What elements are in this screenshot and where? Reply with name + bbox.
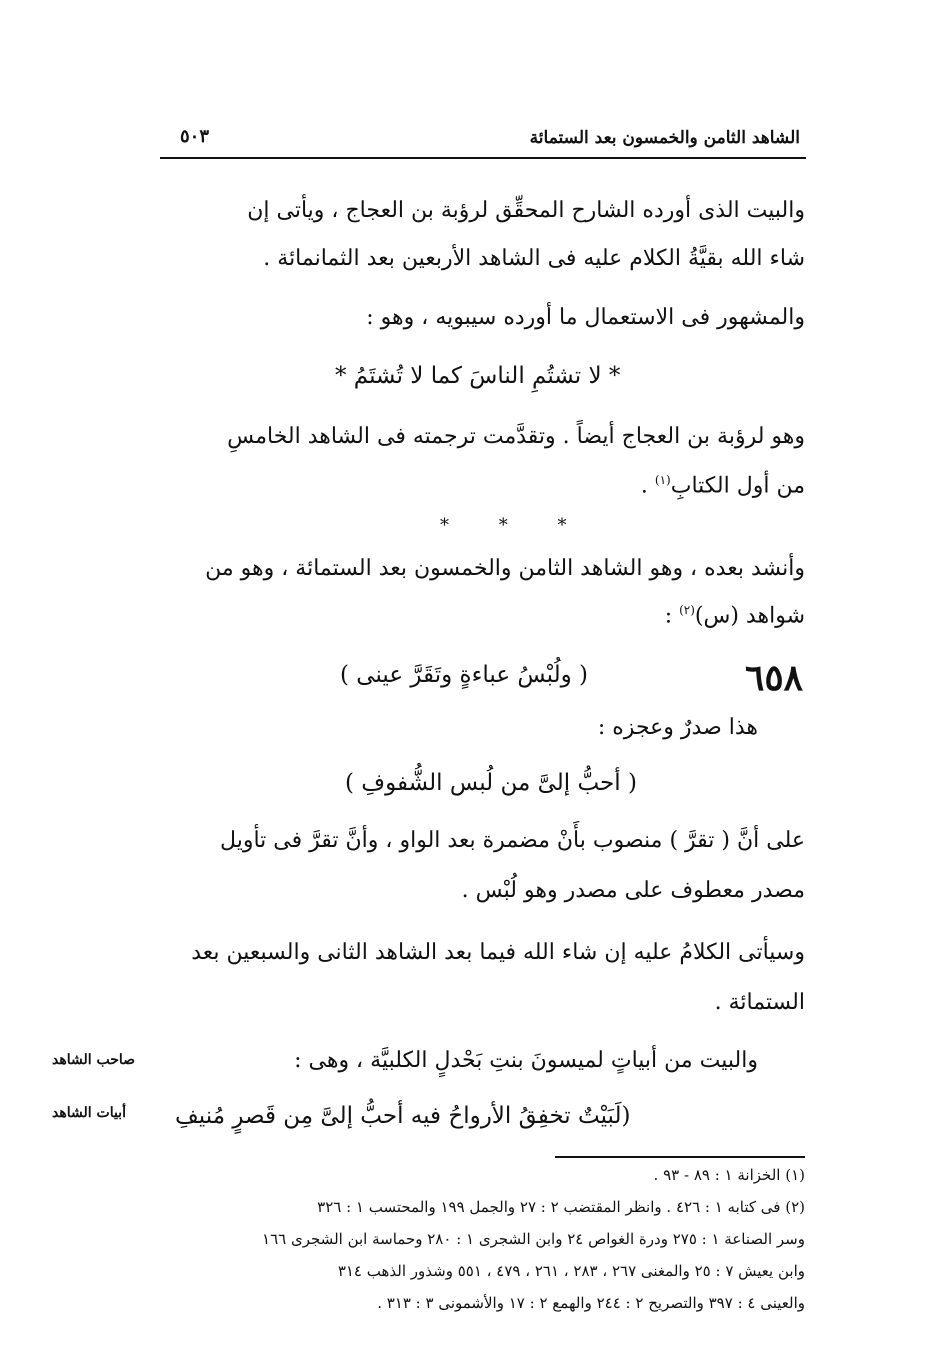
poem-verse: (لَبَيْتٌ تخفِقُ الأرواحُ فيه أحبُّ إلىَّ مِن قَصرٍ مُنيفِ	[175, 1103, 631, 1129]
running-header-title: الشاهد الثامن والخمسون بعد الستمائة	[529, 128, 800, 148]
footnote-2-line-1: (٢) فى كتابه ١ : ٤٢٦ . وانظر المقتضب ٢ : ٢٧ والجمل ١٩٩ والمحتسب ١ : ٣٢٦	[317, 1198, 805, 1216]
body-line-7: شواهد (س)$^{(٢)}$ :	[664, 603, 805, 629]
body-line-4: وهو لرؤبة بن العجاج أيضاً . وتقدَّمت ترجمته فى الشاهد الخامسِ	[227, 424, 805, 449]
body-line-1: والبيت الذى أورده الشارح المحقِّق لرؤبة بن العجاج ، ويأتى إن	[247, 198, 805, 223]
footnote-2-line-3: وابن يعيش ٧ : ٢٥ والمغنى ٢٦٧ ، ٢٨٣ ، ٢٦١ ، ٤٧٩ ، ٥٥١ وشذور الذهب ٣١٤	[337, 1262, 805, 1280]
body-line-9: على أنَّ ( تقرَّ ) منصوب بأَنْ مضمرة بعد الواو ، وأنَّ تقرَّ فى تأويل	[220, 828, 805, 853]
margin-note-poet: صاحب الشاهد	[52, 1052, 136, 1068]
margin-note-verses: أبيات الشاهد	[52, 1105, 126, 1121]
witness-verse-second-half: ( أحبُّ إلىَّ من لُبس الشُّفوفِ )	[345, 770, 637, 796]
page-number: ٥٠٣	[180, 126, 210, 147]
body-line-8: هذا صدرٌ وعجزه :	[597, 715, 758, 740]
quoted-verse-1: * لا تشتُمِ الناسَ كما لا تُشتَمُ *	[335, 363, 621, 389]
witness-verse-first-half: ( ولُبْسُ عباءةٍ وتَقَرَّ عينى )	[340, 662, 589, 688]
header-rule	[160, 157, 806, 159]
body-line-2: شاء الله بقيَّةُ الكلام عليه فى الشاهد الأربعين بعد الثمانمائة .	[263, 246, 805, 271]
body-line-5: من أول الكتابِ$^{(١)}$ .	[640, 473, 805, 499]
footnote-rule	[555, 1156, 805, 1158]
footnote-1: (١) الخزانة ١ : ٨٩ - ٩٣ .	[653, 1166, 805, 1184]
body-line-11: وسيأتى الكلامُ عليه إن شاء الله فيما بعد الشاهد الثانى والسبعين بعد	[191, 940, 805, 965]
body-line-6: وأنشد بعده ، وهو الشاهد الثامن والخمسون بعد الستمائة ، وهو من	[205, 556, 805, 581]
section-separator: * * *	[440, 515, 589, 536]
body-line-3: والمشهور فى الاستعمال ما أورده سيبويه ، وهو :	[366, 305, 805, 330]
body-line-10: مصدر معطوف على مصدر وهو لُبْس .	[461, 878, 805, 903]
body-line-13: والبيت من أبياتٍ لميسونَ بنتِ بَحْدلٍ الكلبيَّة ، وهى :	[294, 1048, 758, 1073]
witness-number: ٦٥٨	[745, 657, 804, 699]
body-line-12: الستمائة .	[714, 990, 805, 1015]
footnote-2-line-4: والعينى ٤ : ٣٩٧ والتصريح ٢ : ٢٤٤ والهمع ٢ : ١٧ والأشمونى ٣ : ٣١٣ .	[377, 1294, 805, 1312]
footnote-2-line-2: وسر الصناعة ١ : ٢٧٥ ودرة الغواص ٢٤ وابن الشجرى ١ : ٢٨٠ وحماسة ابن الشجرى ١٦٦	[262, 1230, 805, 1248]
